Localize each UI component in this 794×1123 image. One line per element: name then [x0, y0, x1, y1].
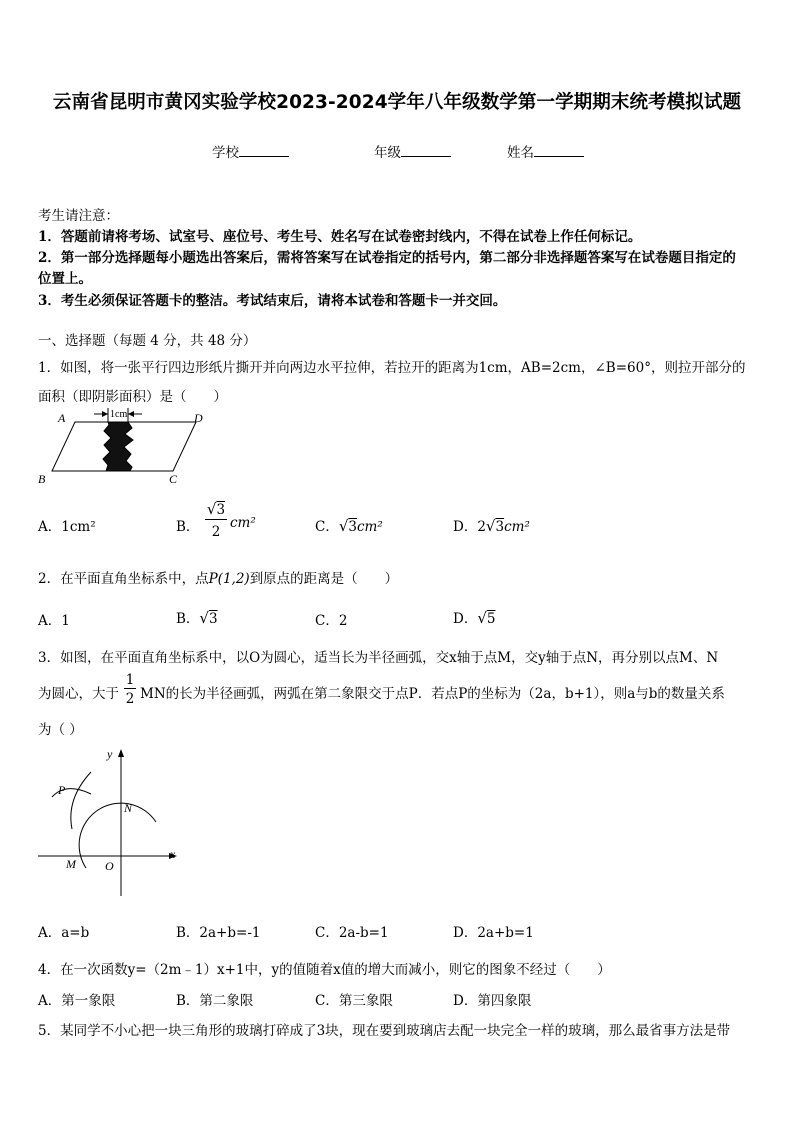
- notice-item-2: 2．第一部分选择题每小题选出答案后，需将答案写在试卷指定的括号内，第二部分非选择题答案写在试卷题目指定的: [38, 250, 736, 266]
- q2-option-a[interactable]: A．1: [38, 613, 70, 629]
- q1-option-d-radicand: 3: [495, 519, 505, 535]
- q3-option-b[interactable]: B．2a+b=-1: [176, 925, 261, 941]
- q2-text: [38, 567, 398, 587]
- notice-item-1: 1．答题前请将考场、试室号、座位号、考生号、姓名写在试卷密封线内，不得在试卷上作任何标记。: [38, 229, 642, 245]
- q1-option-d-unit: cm²: [504, 519, 530, 535]
- name-blank[interactable]: [534, 143, 584, 157]
- q3-coordinate-figure: [36, 744, 186, 904]
- name-label: 姓名: [507, 145, 534, 161]
- q4-text: 4．在一次函数y=（2m﹣1）x+1中，y的值随着x值的增大而减小，则它的图象不经过（ ）: [38, 962, 611, 978]
- q2-option-b[interactable]: B．√3: [176, 609, 218, 627]
- grade-field: [374, 141, 451, 161]
- q1-gap-label: 1cm: [110, 409, 128, 420]
- q2-option-d-letter: D．: [453, 611, 478, 627]
- q1-label-d: D: [194, 411, 203, 425]
- q3-text-line2-post: MN的长为半径画弧，两弧在第二象限交于点P．若点P的坐标为（2a，b+1），则a与b的数量关系: [140, 686, 725, 702]
- q3-label-p: P: [58, 783, 66, 797]
- notice-item-3: 3．考生必须保证答题卡的整洁。考试结束后，请将本试卷和答题卡一并交回。: [38, 293, 507, 309]
- q1-option-c-unit: cm²: [357, 519, 383, 535]
- q1-option-d[interactable]: D．2√3cm²: [453, 517, 530, 535]
- q1-parallelogram-figure: [36, 404, 216, 490]
- q1-option-c-radicand: 3: [348, 519, 357, 535]
- q1-option-b-denominator: 2: [211, 524, 221, 540]
- q3-option-d[interactable]: D．2a+b=1: [453, 925, 534, 941]
- q2-point: P(1,2): [208, 571, 250, 587]
- section-heading: 一、选择题（每题 4 分，共 48 分）: [38, 333, 257, 349]
- q3-label-o: O: [105, 859, 114, 873]
- q1-option-c[interactable]: C．√3cm²: [315, 517, 383, 535]
- school-blank[interactable]: [239, 143, 289, 157]
- notice-item-2-cont: 位置上。: [38, 271, 92, 287]
- q1-label-b: B: [38, 472, 46, 486]
- q3-frac-denominator: 2: [125, 691, 135, 707]
- school-label: 学校: [212, 145, 239, 161]
- q3-label-n: N: [124, 801, 133, 815]
- q4-option-d[interactable]: D．第四象限: [453, 993, 532, 1009]
- q2-option-b-radicand: 3: [208, 611, 218, 627]
- q3-option-a[interactable]: A．a=b: [38, 925, 90, 941]
- q2-option-c[interactable]: C．2: [315, 613, 348, 629]
- q1-option-c-letter: C．: [315, 519, 339, 535]
- q1-option-b-letter: B．: [176, 519, 200, 535]
- page-title: 云南省昆明市黄冈实验学校2023-2024学年八年级数学第一学期期末统考模拟试题: [52, 92, 742, 113]
- q2-text-pre: 2．在平面直角坐标系中，点: [38, 571, 209, 587]
- q3-text-line3: 为（ ）: [38, 722, 83, 738]
- q4-option-b[interactable]: B．第二象限: [176, 993, 254, 1009]
- shaded-region: [103, 422, 133, 471]
- q1-option-d-letter: D．2: [453, 519, 486, 535]
- q1-label-c: C: [169, 472, 178, 486]
- q3-label-m: M: [66, 857, 76, 871]
- q4-option-c[interactable]: C．第三象限: [315, 993, 393, 1009]
- q5-text: 5．某同学不小心把一块三角形的玻璃打碎成了3块，现在要到玻璃店去配一块完全一样的玻璃，那么最省事方法是带: [38, 1023, 731, 1039]
- q2-option-d[interactable]: D．√5: [453, 609, 496, 627]
- q3-text-line2-pre: 为圆心，大于: [38, 686, 119, 702]
- q3-frac-numerator: 1: [125, 672, 135, 688]
- school-field: [212, 141, 289, 161]
- q1-option-b-unit: cm²: [230, 515, 256, 531]
- q1-text-line1: 1．如图，将一张平行四边形纸片撕开并向两边水平拉伸，若拉开的距离为1cm，AB=2cm，∠B=60°，则拉开部分的: [38, 360, 746, 376]
- notice-heading: 考生请注意：: [38, 208, 119, 224]
- q2-option-d-radicand: 5: [486, 611, 496, 627]
- q1-text-line2: 面积（即阴影面积）是（ ）: [38, 389, 227, 405]
- q3-label-y: y: [107, 747, 113, 761]
- q4-option-a[interactable]: A．第一象限: [38, 993, 116, 1009]
- q2-option-b-letter: B．: [176, 611, 200, 627]
- q3-text-line1: 3．如图，在平面直角坐标系中，以O为圆心，适当长为半径画弧，交x轴于点M，交y轴于点N，再分别以点M、N: [38, 650, 719, 666]
- q3-option-c[interactable]: C．2a-b=1: [315, 925, 389, 941]
- q1-option-a[interactable]: A．1cm²: [38, 519, 96, 535]
- name-field: [507, 141, 584, 161]
- q1-label-a: A: [58, 411, 66, 425]
- grade-label: 年级: [374, 145, 401, 161]
- grade-blank[interactable]: [401, 143, 451, 157]
- q3-label-x: x: [170, 847, 176, 861]
- q1-option-b-numerator: √3: [206, 500, 226, 518]
- q2-text-post: 到原点的距离是（ ）: [249, 571, 399, 587]
